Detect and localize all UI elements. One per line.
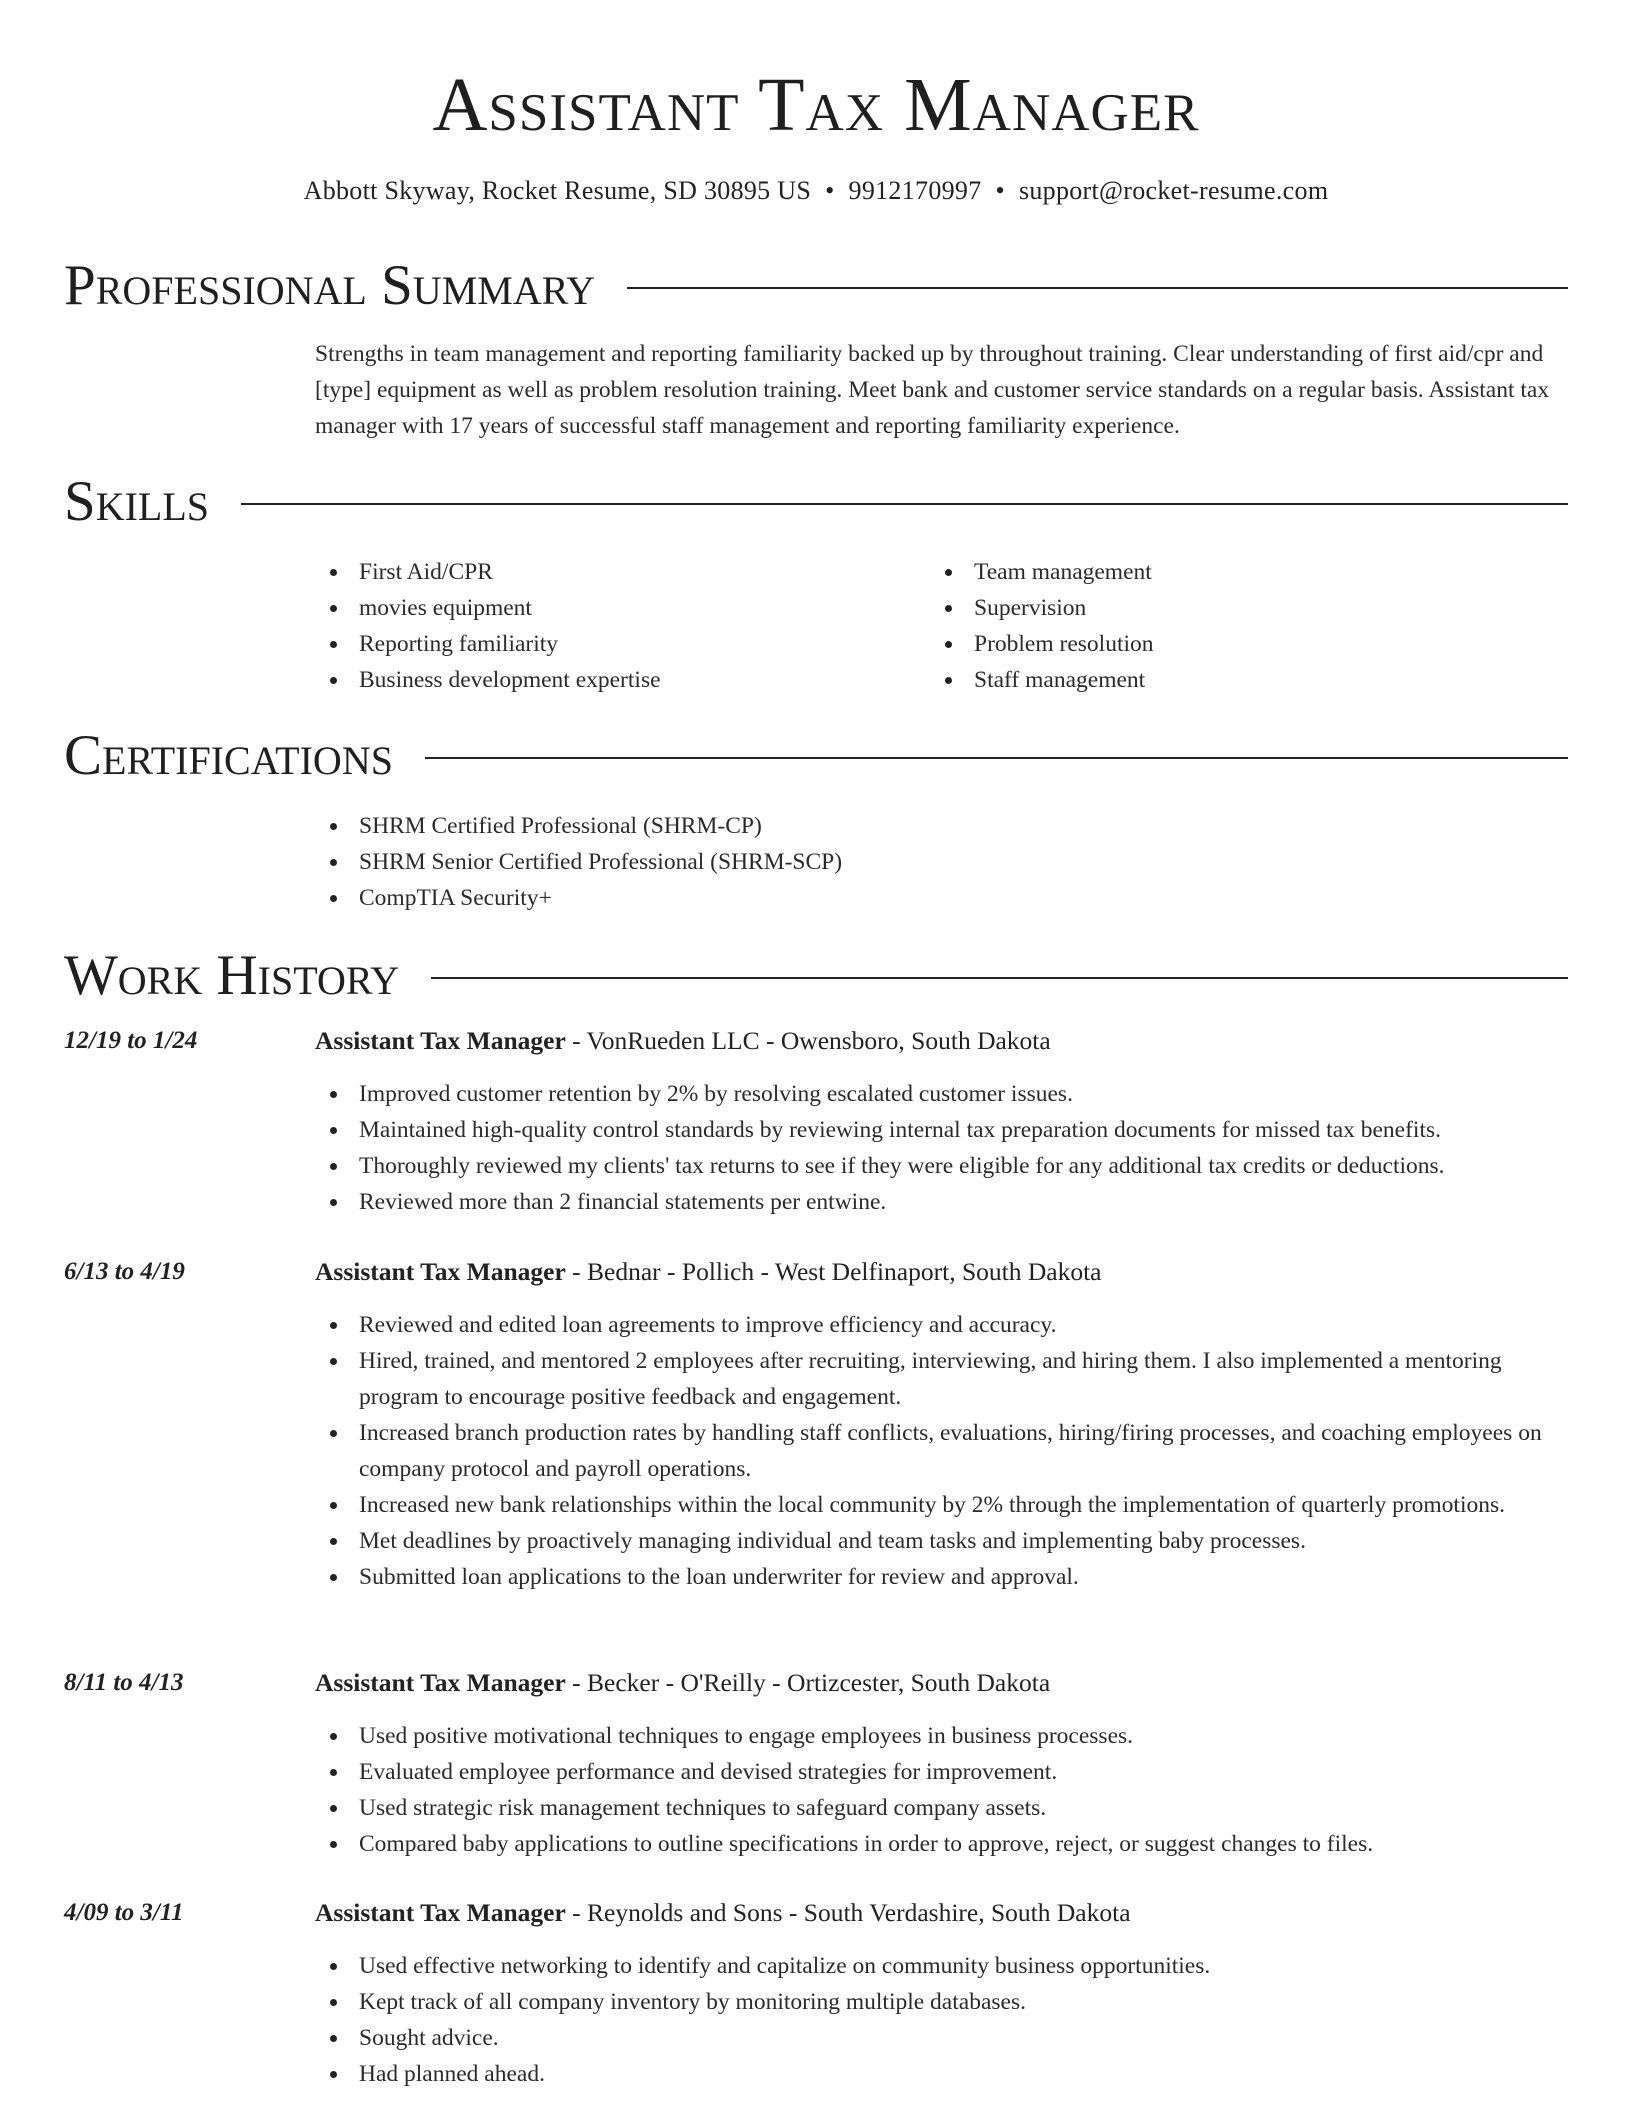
- job-bullet: Kept track of all company inventory by monitoring multiple databases.: [315, 1984, 1570, 2020]
- job-heading: [315, 1023, 1570, 1059]
- skill-item: Reporting familiarity: [315, 626, 915, 662]
- job-bullet-list: [315, 1076, 1570, 1220]
- separator-dot: •: [825, 176, 835, 205]
- job-bullet: Used effective networking to identify and capitalize on community business opportunities.: [315, 1948, 1570, 1984]
- skills-list-right: [930, 554, 1530, 698]
- certifications-section-header: [64, 724, 1568, 788]
- job-title: Assistant Tax Manager: [315, 1026, 566, 1055]
- job-bullets: [315, 1307, 1570, 1595]
- skills-column-right: [930, 554, 1530, 698]
- job-bullet: Compared baby applications to outline specifications in order to approve, reject, or suggest changes to files.: [315, 1826, 1570, 1862]
- job-bullet: Had planned ahead.: [315, 2056, 1570, 2092]
- job-bullet: Improved customer retention by 2% by resolving escalated customer issues.: [315, 1076, 1570, 1112]
- job-title: Assistant Tax Manager: [315, 1668, 566, 1697]
- job-heading: [315, 1895, 1570, 1931]
- job-heading: [315, 1665, 1570, 1701]
- job-bullets: [315, 1948, 1570, 2092]
- skills-column-left: [315, 554, 915, 698]
- certification-item: CompTIA Security+: [315, 880, 1570, 916]
- job-bullet: Reviewed more than 2 financial statements per entwine.: [315, 1184, 1570, 1220]
- job-employer: - Becker - O'Reilly - Ortizcester, South Dakota: [565, 1668, 1051, 1697]
- certifications-list: [315, 808, 1570, 916]
- separator-dot: •: [995, 176, 1005, 205]
- job-bullet-list: [315, 1948, 1570, 2092]
- job-heading: [315, 1254, 1570, 1290]
- job-bullet: Increased branch production rates by handling staff conflicts, evaluations, hiring/firing processes, and coaching employees on company protocol and payroll operations.: [315, 1415, 1570, 1487]
- contact-email: support@rocket-resume.com: [1018, 176, 1329, 205]
- job-employer: - Bednar - Pollich - West Delfinaport, South Dakota: [565, 1257, 1102, 1286]
- summary-heading: Professional Summary: [64, 254, 596, 317]
- work-section-header: [64, 944, 1568, 1008]
- skill-item: Supervision: [930, 590, 1530, 626]
- job-bullet: Evaluated employee performance and devised strategies for improvement.: [315, 1754, 1570, 1790]
- job-title: Assistant Tax Manager: [315, 1257, 566, 1286]
- job-dates: 4/09 to 3/11: [64, 1899, 184, 1926]
- job-dates: 12/19 to 1/24: [64, 1027, 198, 1054]
- job-bullets: [315, 1076, 1570, 1220]
- job-dates: 6/13 to 4/19: [64, 1258, 185, 1285]
- job-bullet-list: [315, 1307, 1570, 1595]
- skills-heading: Skills: [64, 470, 210, 533]
- job-bullet: Used positive motivational techniques to engage employees in business processes.: [315, 1718, 1570, 1754]
- contact-address: Abbott Skyway, Rocket Resume, SD 30895 US: [303, 176, 812, 205]
- job-bullet: Hired, trained, and mentored 2 employees after recruiting, interviewing, and hiring them. I also implemented a mentoring program to encourage positive feedback and engagement.: [315, 1343, 1570, 1415]
- job-bullet: Met deadlines by proactively managing individual and team tasks and implementing baby processes.: [315, 1523, 1570, 1559]
- certifications-block: [315, 808, 1570, 916]
- job-bullet: Thoroughly reviewed my clients' tax returns to see if they were eligible for any additional tax credits or deductions.: [315, 1148, 1570, 1184]
- certification-item: SHRM Certified Professional (SHRM-CP): [315, 808, 1570, 844]
- skills-list-left: [315, 554, 915, 698]
- section-divider: [431, 977, 1568, 979]
- section-divider: [241, 503, 1568, 505]
- job-employer: - Reynolds and Sons - South Verdashire, South Dakota: [565, 1898, 1131, 1927]
- skill-item: movies equipment: [315, 590, 915, 626]
- job-bullet: Increased new bank relationships within the local community by 2% through the implementation of quarterly promotions.: [315, 1487, 1570, 1523]
- resume-name: Assistant Tax Manager: [432, 63, 1200, 147]
- job-bullet: Used strategic risk management techniques to safeguard company assets.: [315, 1790, 1570, 1826]
- job-bullets: [315, 1718, 1570, 1862]
- job-bullet: Submitted loan applications to the loan underwriter for review and approval.: [315, 1559, 1570, 1595]
- job-bullet-list: [315, 1718, 1570, 1862]
- job-bullet: Reviewed and edited loan agreements to improve efficiency and accuracy.: [315, 1307, 1570, 1343]
- job-employer: - VonRueden LLC - Owensboro, South Dakota: [565, 1026, 1051, 1055]
- summary-section-header: [64, 254, 1568, 318]
- job-dates: 8/11 to 4/13: [64, 1669, 184, 1696]
- skills-section-header: [64, 470, 1568, 534]
- work-heading: Work History: [64, 944, 400, 1007]
- contact-line: [0, 174, 1632, 208]
- section-divider: [425, 757, 1568, 759]
- job-bullet: Maintained high-quality control standards by reviewing internal tax preparation documents for missed tax benefits.: [315, 1112, 1570, 1148]
- certification-item: SHRM Senior Certified Professional (SHRM-SCP): [315, 844, 1570, 880]
- job-bullet: Sought advice.: [315, 2020, 1570, 2056]
- skill-item: First Aid/CPR: [315, 554, 915, 590]
- section-divider: [627, 287, 1568, 289]
- skill-item: Business development expertise: [315, 662, 915, 698]
- summary-text: Strengths in team management and reporting familiarity backed up by throughout training. Clear understanding of first aid/cpr and [type] equipment as well as problem resolution training. Meet bank and customer service standards on a regular basis. Assistant tax manager with 17 years of successful staff management and reporting familiarity experience.: [315, 341, 1550, 439]
- contact-phone: 9912170997: [848, 176, 982, 205]
- skill-item: Team management: [930, 554, 1530, 590]
- job-title: Assistant Tax Manager: [315, 1898, 566, 1927]
- certifications-heading: Certifications: [64, 724, 393, 787]
- skill-item: Problem resolution: [930, 626, 1530, 662]
- skill-item: Staff management: [930, 662, 1530, 698]
